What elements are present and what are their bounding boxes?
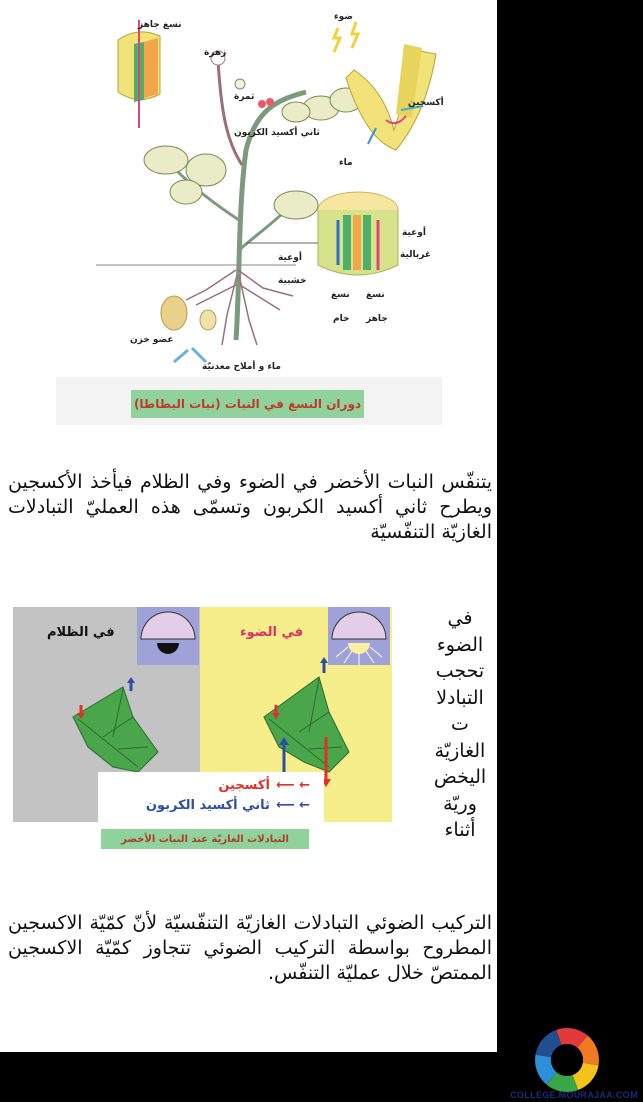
label-flower: زهرة <box>204 48 227 58</box>
leaf-light-icon <box>254 657 354 787</box>
paragraph-respiration: يتنفّس النبات الأخضر في الضوء وفي الظلام فيأخذ الأكسجين ويطرح ثاني أكسيد الكربون وتسمّى هذه العمليّ التبادلات الغازيّة التنفّسيّة <box>8 471 492 543</box>
label-co2: ثاني أكسيد الكربون <box>234 128 320 138</box>
legend-co2-label: ثاني أكسيد الكربون <box>145 798 270 813</box>
legend-oxygen <box>218 778 310 793</box>
gas-exchange-figure <box>13 607 393 852</box>
figure2-caption: التبادلات الغازيّة عند النبات الأخضر <box>101 829 309 849</box>
label-sieve-vessels-2: غربالية <box>400 250 432 260</box>
narrow-line: ت <box>451 713 469 735</box>
leaf-section-icon <box>346 44 436 150</box>
oxygen-arrow-icon: ← ⟵ <box>275 778 310 793</box>
label-water: ماء <box>339 158 353 168</box>
leaf-dark-icon <box>63 677 163 777</box>
light-title: في الضوء <box>240 625 304 640</box>
stem-section-bottom-icon <box>318 192 398 275</box>
narrow-line: تحجب <box>435 660 485 682</box>
paragraph-photosynthesis: التركيب الضوئي التبادلات الغازيّة التنفّسيّة لأنّ كمّيّة الاكسجين المطروح بواسطة التركيب الضوئي تتجاوز كمّيّة الاكسجين الممتصّ خلال عمليّة التنفّس. <box>8 912 492 984</box>
label-storage-organ: عضو خزن <box>130 335 174 345</box>
label-xylem-vessels-2: خشبية <box>278 276 307 286</box>
water-arrow-icon <box>174 348 206 362</box>
dark-title: في الظلام <box>47 625 115 640</box>
co2-arrow-icon: ← ⟵ <box>275 798 310 813</box>
label-elaborated-sap-top: نسغ جاهز <box>138 20 182 30</box>
label-raw-sap-2: خام <box>333 314 350 324</box>
label-elaborated-sap: نسغ <box>366 290 385 300</box>
lamp-off-icon <box>137 607 199 665</box>
label-sieve-vessels: أوعية <box>402 228 426 238</box>
narrow-line: الضوء <box>436 633 484 656</box>
narrow-line: التبادلا <box>436 686 484 709</box>
label-light: ضوء <box>334 12 353 22</box>
figure1-caption: دوران النسغ في النبات (نبات البطاطا) <box>131 390 364 418</box>
site-logo-icon <box>534 1027 600 1093</box>
label-fruit: ثمرة <box>234 92 255 102</box>
narrow-text-column <box>428 605 492 844</box>
watermark-text[interactable]: COLLEGE.MOURAJAA.COM <box>510 1090 638 1100</box>
label-xylem-vessels: أوعية <box>278 253 302 263</box>
legend-oxygen-label: أكسجين <box>218 778 270 793</box>
narrow-line: الغازيّة <box>434 739 486 762</box>
narrow-line: اليخض <box>433 766 487 788</box>
label-oxygen: أكسجين <box>408 98 444 108</box>
label-raw-sap: نسغ <box>331 290 350 300</box>
light-bolt-icon <box>334 22 358 52</box>
narrow-line: أثناء <box>444 819 476 841</box>
stem-section-top-icon <box>118 20 160 128</box>
label-elaborated-sap-2: جاهز <box>366 314 388 324</box>
legend-co2 <box>146 798 310 813</box>
narrow-line: في <box>447 607 473 629</box>
label-water-salts: ماء و أملاح معدنيّة <box>202 362 281 372</box>
legend <box>98 772 324 822</box>
narrow-line: وريّة <box>443 792 477 815</box>
sap-circulation-figure <box>56 0 442 426</box>
